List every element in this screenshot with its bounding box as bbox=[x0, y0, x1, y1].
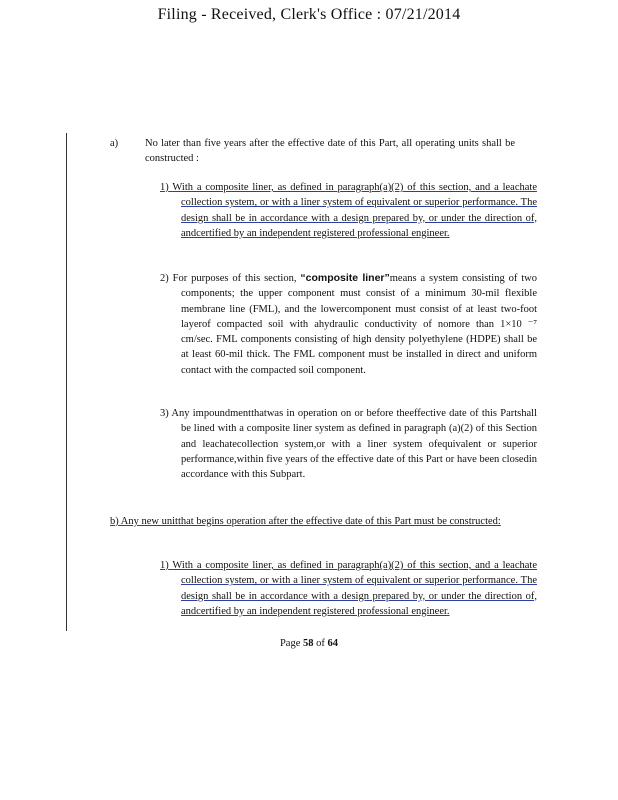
section-b-item-1 bbox=[145, 558, 537, 619]
section-a-item-1-number: 1) bbox=[160, 182, 169, 193]
section-b-text: b) Any new unitthat begins operation after the effective date of this Part must be constructed: bbox=[110, 516, 501, 527]
section-a-label: a) bbox=[110, 138, 119, 149]
section-a-item-2-number: 2) bbox=[160, 273, 169, 284]
section-a-item-2 bbox=[145, 271, 537, 378]
page-number: 58 bbox=[303, 638, 314, 649]
section-a-item-2-text: 2) For purposes of this section, “composite liner”means a system consisting of two components; the upper component must consist of a minimum 30-mil flexible membrane line (FML), and the lowercomponent must consist of at least two-foot layerof compacted soil with ahydraulic conductivity of nomore than 1×10 ⁻⁷ cm/sec. FML components consisting of high density polyethylene (HDPE) shall be at least 60-mil thick. The FML component must be installed in direct and uniform contact with the compacted soil component. bbox=[160, 272, 538, 376]
section-a-item-1 bbox=[145, 180, 537, 241]
section-a-item-1-text: 1) With a composite liner, as defined in paragraph(a)(2) of this section, and a leachate collection system, or with a liner system of equivalent or superior performance. The design shall be in accordance with a design prepared by, or under the direction of, andcertified by an independent registered professional engineer. bbox=[160, 182, 537, 239]
section-a-item-3-number: 3) bbox=[160, 408, 169, 419]
page-total: 64 bbox=[327, 638, 339, 649]
section-a-item-3 bbox=[145, 406, 537, 482]
composite-liner-term: “composite liner” bbox=[300, 272, 390, 284]
section-b-item-1-text: 1) With a composite liner, as defined in paragraph(a)(2) of this section, and a leachate collection system, or with a liner system of equivalent or superior performance. The design shall be in accordance with a design prepared by, or under the direction of, andcertified by an independent registered professional engineer. bbox=[160, 560, 537, 617]
section-a-text: No later than five years after the effective date of this Part, all operating units shall be constructed : bbox=[145, 138, 515, 165]
section-b-item-1-number: 1) bbox=[160, 560, 169, 571]
page-footer: Page 58 of 64 bbox=[279, 638, 339, 649]
section-a-item-3-text: 3) Any impoundmentthatwas in operation on or before theeffective date of this Partshall be lined with a composite liner system as defined in paragraph (a)(2) of this Section and leachatecollection system,or with a liner system ofequivalent or superior performance,within five years of the effective date of this Part or have been closedin accordance with this Subpart. bbox=[160, 408, 538, 481]
filing-header: Filing - Received, Clerk's Office : 07/21/2014 bbox=[157, 6, 461, 23]
revision-margin-bar bbox=[66, 133, 67, 631]
